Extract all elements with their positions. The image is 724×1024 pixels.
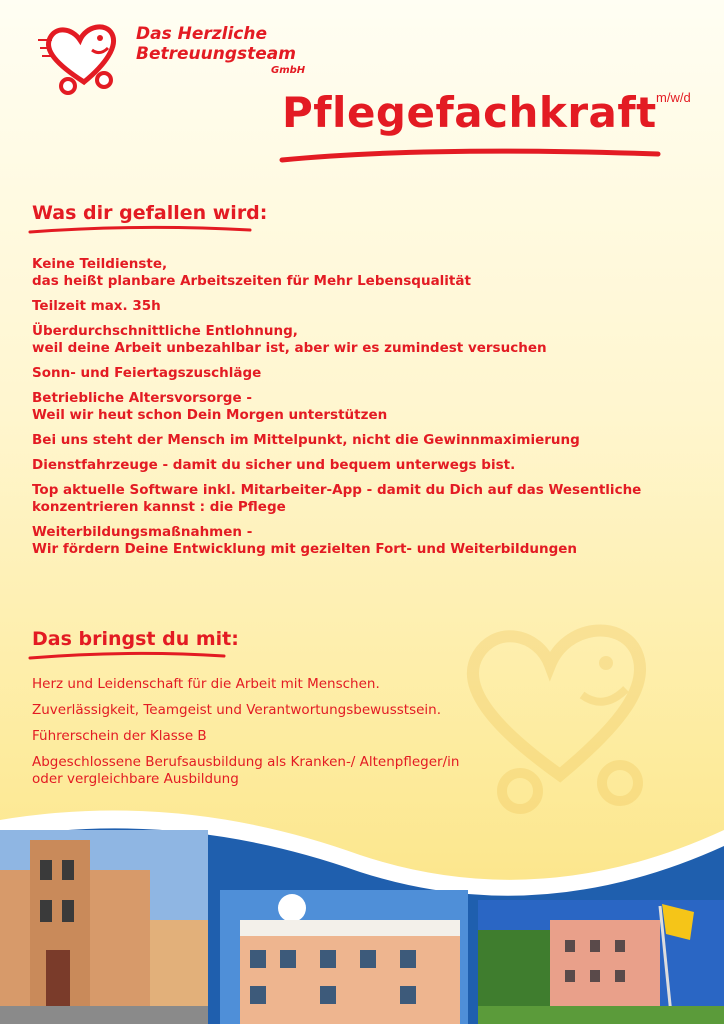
heart-mascot-icon	[36, 20, 136, 100]
list-item: Zuverlässigkeit, Teamgeist und Verantwortungsbewusstsein.	[32, 702, 442, 718]
requirements-list	[32, 676, 702, 797]
list-item: Führerschein der Klasse B	[32, 728, 207, 744]
photo-strip	[0, 800, 724, 1024]
photo-historic-building	[0, 830, 208, 1024]
benefits-list	[32, 256, 702, 566]
list-item: Keine Teildienste, das heißt planbare Arbeitszeiten für Mehr Lebensqualität	[32, 256, 471, 289]
benefits-heading: Was dir gefallen wird:	[32, 202, 268, 224]
photo-apartment-building	[220, 890, 468, 1024]
list-item: Betriebliche Altersvorsorge - Weil wir heut schon Dein Morgen unterstützen	[32, 390, 388, 423]
page-title: Pflegefachkraft	[282, 88, 657, 137]
requirements-heading-underline	[28, 648, 228, 662]
logo-line-1: Das Herzliche	[136, 24, 268, 44]
logo-line-2: Betreuungsteam	[136, 44, 296, 64]
title-gender-suffix: m/w/d	[656, 90, 691, 105]
list-item: Bei uns steht der Mensch im Mittelpunkt, nicht die Gewinnmaximierung	[32, 432, 580, 448]
list-item: Weiterbildungsmaßnahmen - Wir fördern Deine Entwicklung mit gezielten Fort- und Weiterbildungen	[32, 524, 578, 557]
list-item: Überdurchschnittliche Entlohnung, weil deine Arbeit unbezahlbar ist, aber wir es zumindest versuchen	[32, 323, 547, 356]
list-item: Top aktuelle Software inkl. Mitarbeiter-App - damit du Dich auf das Wesentliche konzentrieren kannst : die Pflege	[32, 482, 642, 515]
photo-care-home	[478, 900, 724, 1024]
list-item: Sonn- und Feiertagszuschläge	[32, 365, 262, 381]
requirements-heading: Das bringst du mit:	[32, 628, 239, 650]
benefits-heading-underline	[28, 222, 253, 236]
list-item: Herz und Leidenschaft für die Arbeit mit Menschen.	[32, 676, 380, 692]
title-underline	[278, 140, 663, 166]
list-item: Abgeschlossene Berufsausbildung als Kranken-/ Altenpfleger/in oder vergleichbare Ausbildung	[32, 754, 460, 787]
list-item: Teilzeit max. 35h	[32, 298, 161, 314]
logo-gmbh: GmbH	[271, 65, 306, 76]
list-item: Dienstfahrzeuge - damit du sicher und bequem unterwegs bist.	[32, 457, 516, 473]
